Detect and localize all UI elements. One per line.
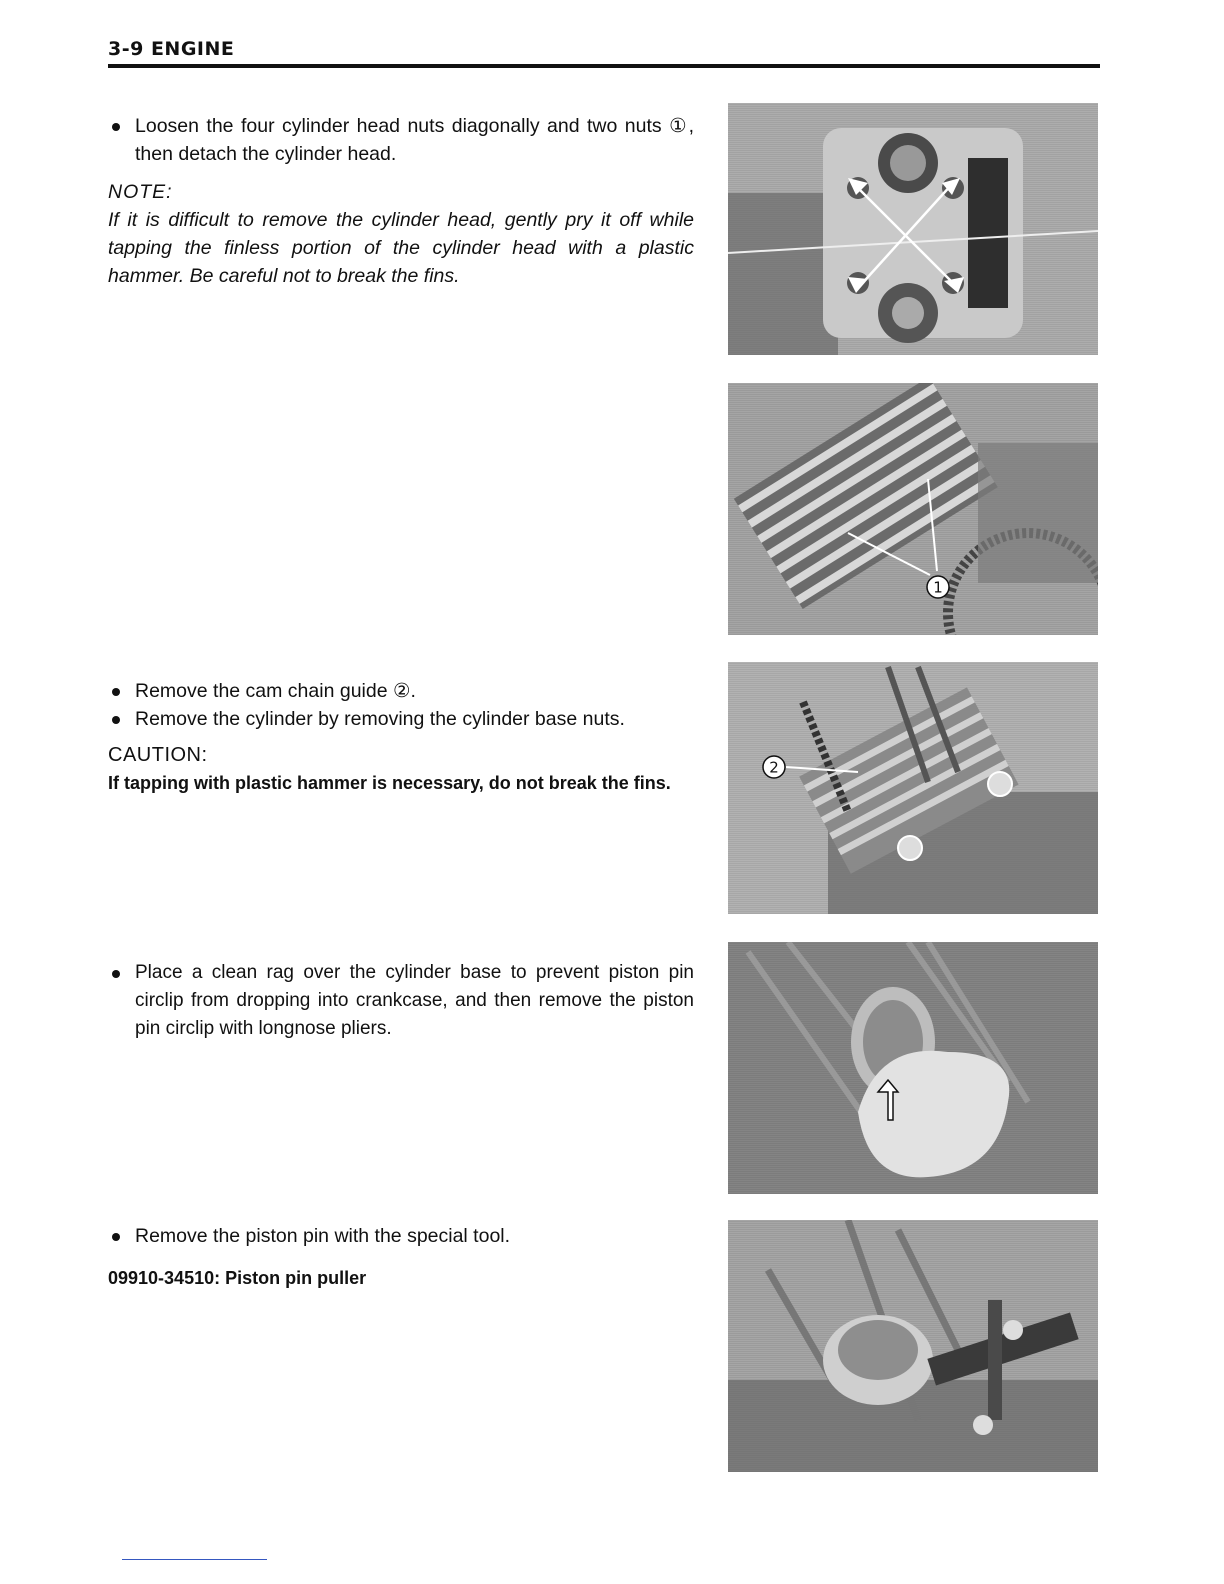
photo-cylinder-fins <box>728 383 1098 635</box>
bullet-cam-chain-guide: Remove the cam chain guide ②. <box>108 677 694 705</box>
section-cylinder <box>108 677 694 797</box>
note-text: If it is difficult to remove the cylinder head, gently pry it off while tapping the finless portion of the cylinder head with a plastic hammer. Be careful not to break the fins. <box>108 209 694 287</box>
photo3-callout-2: 2 <box>769 758 779 777</box>
bullet-piston-pin: Remove the piston pin with the special tool. <box>108 1222 694 1250</box>
bullet-loosen-nuts: Loosen the four cylinder head nuts diagonally and two nuts ①, then detach the cylinder head. <box>108 112 694 168</box>
caution-label: CAUTION: <box>108 744 208 766</box>
section-circlip <box>108 959 694 1043</box>
page-header: 3-9 ENGINE <box>108 38 235 60</box>
footer-link-line <box>122 1559 267 1560</box>
note-label: NOTE: <box>108 181 173 203</box>
photo-cylinder-head-nuts <box>728 103 1098 355</box>
bullet-remove-cylinder: Remove the cylinder by removing the cylinder base nuts. <box>108 705 694 733</box>
header-rule <box>108 64 1100 68</box>
photo-piston-pin-puller <box>728 1220 1098 1472</box>
photo-piston-circlip <box>728 942 1098 1194</box>
section-cylinder-head <box>108 112 694 290</box>
photo2-callout-1: 1 <box>933 578 943 597</box>
section-piston-pin <box>108 1222 694 1292</box>
special-tool-code: 09910-34510: Piston pin puller <box>108 1268 367 1288</box>
bullet-circlip: Place a clean rag over the cylinder base to prevent piston pin circlip from dropping into crankcase, and then remove the piston pin circlip with longnose pliers. <box>108 959 694 1043</box>
caution-text: If tapping with plastic hammer is necessary, do not break the fins. <box>108 773 671 793</box>
photo-cam-chain-guide <box>728 662 1098 914</box>
